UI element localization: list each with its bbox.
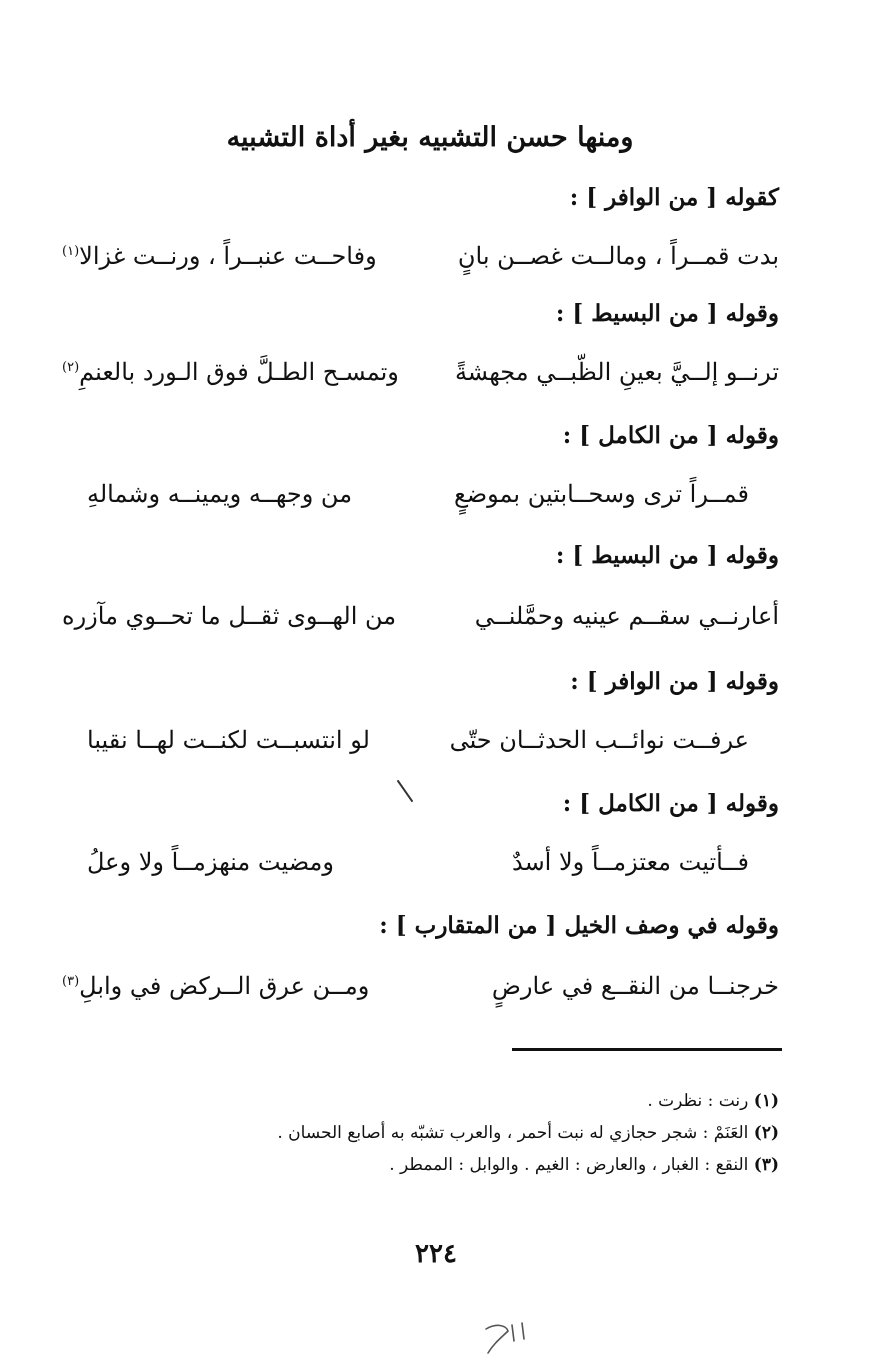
verse-second-hemistich: ومضيت منهزمــاً ولا وعلُ [87,848,334,876]
page-number: ٢٢٤ [415,1239,457,1269]
verse-intro: وقوله [ من الوافر ] : [570,668,779,695]
verse-intro: وقوله [ من الكامل ] : [562,790,779,817]
verse-first-hemistich: فــأتيت معتزمــاً ولا أسدٌ [511,848,749,876]
footnote-marker: (١) [62,244,80,259]
verse-line [62,474,779,514]
footnote [647,1088,779,1114]
verse-first-hemistich: بدت قمــراً ، ومالــت غصــن بانٍ [457,242,779,270]
footnote [277,1120,779,1146]
verse-second-text: ومــن عرق الــركض في وابلِ [79,972,370,1000]
verse-intro: وقوله في وصف الخيل [ من المتقارب ] : [379,912,779,939]
section-heading: ومنها حسن التشبيه بغير أداة التشبيه [226,122,634,153]
footnote-separator [512,1048,782,1051]
footnote-number: (٢) [753,1123,779,1143]
verse-intro: وقوله [ من الكامل ] : [562,422,779,449]
handwritten-mark-icon [478,1315,538,1359]
verse-second-hemistich: من الهــوى ثقــل ما تحــوي مآزره [62,602,397,630]
footnote-text: النقع : الغبار ، والعارض : الغيم . والوابل : الممطر . [389,1155,749,1175]
verse-second-text: وتمسـح الطـلَّ فوق الـورد بالعنمِ [79,358,399,386]
verse-first-hemistich: أعارنــي سقــم عينيه وحمَّلنــي [474,602,779,630]
verse-line [62,966,779,1006]
verse-intro: وقوله [ من البسيط ] : [555,300,779,327]
verse-second-hemistich [62,966,369,1006]
verse-intro: وقوله [ من البسيط ] : [555,542,779,569]
verse-line [62,236,779,276]
verse-first-hemistich: خرجنــا من النقــع في عارضٍ [491,972,779,1000]
verse-line [62,596,779,636]
verse-second-hemistich: من وجهــه ويمينــه وشمالهِ [87,480,353,508]
footnote-text: العَنَمْ : شجر حجازي له نبت أحمر ، والعرب تشبّه به أصابع الحسان . [277,1123,749,1143]
verse-intro: كقوله [ من الوافر ] : [569,184,779,211]
verse-second-text: وفاحــت عنبــراً ، ورنــت غزالا [79,242,377,270]
verse-line [62,842,779,882]
footnote-number: (١) [753,1091,779,1111]
footnote-marker: (٣) [62,974,80,989]
footnote [389,1152,779,1178]
footnote-number: (٣) [753,1155,779,1175]
verse-first-hemistich: قمــراً ترى وسحــابتين بموضعٍ [453,480,749,508]
verse-second-hemistich [62,352,399,392]
footnote-marker: (٢) [62,360,80,375]
verse-first-hemistich: ترنــو إلــيَّ بعينِ الظّبــي مجهشةً [454,358,779,386]
verse-second-hemistich [62,236,377,276]
footnote-text: رنت : نظرت . [647,1091,749,1111]
stray-pen-mark [397,780,414,802]
verse-second-hemistich: لو انتسبــت لكنــت لهــا نقيبا [87,726,370,754]
verse-line [62,352,779,392]
verse-first-hemistich: عرفــت نوائــب الحدثــان حتّى [449,726,749,754]
verse-line [62,720,779,760]
